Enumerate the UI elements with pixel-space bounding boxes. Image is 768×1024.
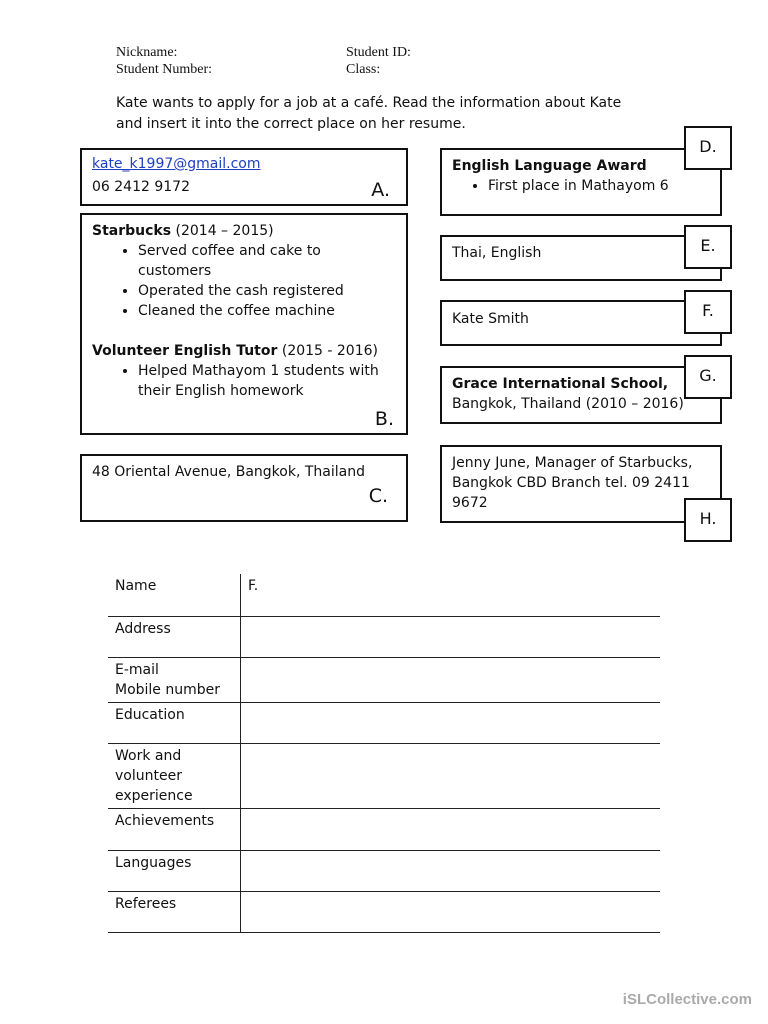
instructions <box>116 93 621 135</box>
student-number-label: Student Number: <box>116 62 213 77</box>
languages-text: Thai, English <box>452 245 542 261</box>
job-starbucks-title: Starbucks <box>92 223 172 239</box>
job-starbucks-duties <box>92 241 396 321</box>
award-list <box>452 176 710 196</box>
box-letter-f: F. <box>684 290 732 334</box>
row-label: Referees <box>108 891 241 932</box>
box-letter-d: D. <box>684 126 732 170</box>
email-link[interactable]: kate_k1997@gmail.com <box>92 156 261 172</box>
row-label: Languages <box>108 850 241 891</box>
list-item: • Cleaned the coffee machine <box>138 301 396 321</box>
job-tutor-heading <box>92 341 396 361</box>
table-row <box>108 574 660 616</box>
class-label: Class: <box>346 62 381 77</box>
row-label: E-mail Mobile number <box>108 657 241 702</box>
info-box-h <box>440 445 722 523</box>
table-row <box>108 657 660 702</box>
referee-line-1: Jenny June, Manager of Starbucks, <box>452 455 693 471</box>
job-tutor-years: (2015 - 2016) <box>281 343 378 359</box>
list-item: • Operated the cash registered <box>138 281 396 301</box>
info-box-a <box>80 148 408 206</box>
student-id-label: Student ID: <box>346 45 411 60</box>
row-label: Education <box>108 702 241 743</box>
job-starbucks-years: (2014 – 2015) <box>175 223 274 239</box>
award-title: English Language Award <box>452 158 647 174</box>
row-answer-cell[interactable] <box>241 743 661 808</box>
row-answer-cell[interactable] <box>241 616 661 657</box>
table-row <box>108 891 660 932</box>
box-letter-c: C. <box>368 485 388 507</box>
row-answer-cell[interactable] <box>241 657 661 702</box>
info-box-f <box>440 300 722 346</box>
name-text: Kate Smith <box>452 311 529 327</box>
table-row <box>108 808 660 850</box>
job-tutor-duties <box>92 361 396 401</box>
row-label: Name <box>108 574 241 616</box>
box-letter-e: E. <box>684 225 732 269</box>
table-row <box>108 743 660 808</box>
row-answer-cell[interactable] <box>241 850 661 891</box>
row-label: Address <box>108 616 241 657</box>
row-answer-cell[interactable] <box>241 702 661 743</box>
row-answer-cell[interactable] <box>241 891 661 932</box>
table-row <box>108 616 660 657</box>
list-item: • First place in Mathayom 6 <box>488 176 710 196</box>
info-box-d <box>440 148 722 216</box>
row-answer-cell[interactable] <box>241 808 661 850</box>
info-box-c <box>80 454 408 522</box>
list-item: • Served coffee and cake to customers <box>138 241 396 281</box>
referee-line-2: Bangkok CBD Branch tel. 09 2411 <box>452 475 690 491</box>
box-letter-g: G. <box>684 355 732 399</box>
referee-line-3: 9672 <box>452 495 488 511</box>
list-item: • Helped Mathayom 1 students with their English homework <box>138 361 396 401</box>
row-label: Work and volunteer experience <box>108 743 241 808</box>
instructions-line-1: Kate wants to apply for a job at a café. Read the information about Kate <box>116 95 622 111</box>
resume-table <box>108 574 660 933</box>
job-tutor-title: Volunteer English Tutor <box>92 343 278 359</box>
box-letter-h: H. <box>684 498 732 542</box>
info-box-g <box>440 366 722 424</box>
nickname-label: Nickname: <box>116 45 178 60</box>
watermark: iSLCollective.com <box>622 991 752 1008</box>
info-box-b <box>80 213 408 435</box>
box-letter-a: A. <box>371 179 390 201</box>
phone-number: 06 2412 9172 <box>92 179 190 195</box>
info-box-e <box>440 235 722 281</box>
table-row <box>108 702 660 743</box>
row-label: Achievements <box>108 808 241 850</box>
job-starbucks-heading <box>92 221 396 241</box>
school-name: Grace International School, <box>452 376 669 392</box>
box-letter-b: B. <box>374 408 394 430</box>
address-text: 48 Oriental Avenue, Bangkok, Thailand <box>92 464 365 480</box>
school-place-years: Bangkok, Thailand (2010 – 2016) <box>452 396 684 412</box>
row-answer-cell[interactable]: F. <box>241 574 661 616</box>
instructions-line-2: and insert it into the correct place on her resume. <box>116 116 466 132</box>
table-row <box>108 850 660 891</box>
